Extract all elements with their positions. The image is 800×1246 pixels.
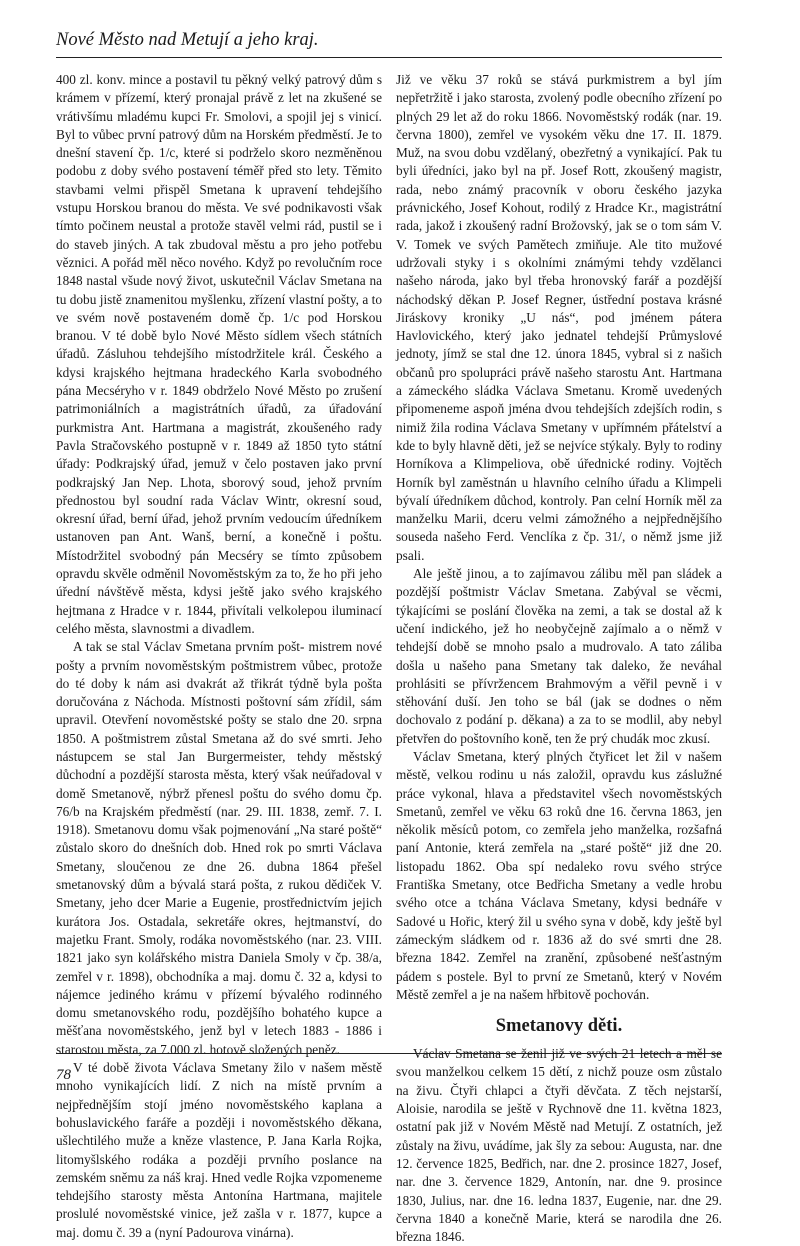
paragraph: Již ve věku 37 roků se stává purkmistrem a byl jím nepřetržitě i jako starosta, zvolený podle obecního zřízení po plných 29 let až do roku 1866. Novoměstský rodák (nar. 19. června 1800), zemřel ve vysokém věku dne 17. II. 1879. Muž, na svou dobu vzdělaný, obezřetný a vynikající. Pak tu byli úředníci, jako byl na př. Josef Rott, zkoušený magistr, rada, nebo známý pracovník v oboru českého jazyka právnického, Josef Kohout, rodilý z Hradce Kr., magistrátní rada, jakož i zkoušený radní Brožovský, jak se o tom sám V. V. Tomek ve svých Pamětech zmiňuje. Ale tito mužové udržovali styky i s okolními známými tehdy vzdělanci našeho národa, jako byl třeba hronovský farář a pozdější náchodský děkan P. Josef Regner, ústřední postava krásné Jiráskovy kroniky „U nás“, pod jménem pátera Havlovického, který jako jednatel tehdejší Průmyslové jednoty, jímž se stal dne 12. února 1845, vybral si z našich občanů pro spolupráci právě našeho starostu Ant. Hartmana a zámeckého sládka Václava Smetanu. Kromě uvedených připomeneme aspoň jména dvou tehdejších zdejších rodin, s nimiž žila rodina Václava Smetany v upřímném přátelství a kde to byly hlavně děti, jež se nejvíce stýkaly. Byly to rodiny Horníkova a Klimpeliova, obě úřednické rodiny. Vojtěch Horník byl zaměstnán u hlavního celního úřadu a Klimpeli bývalí úředníkem důchod, kontroly. Pan celní Horník měl za manželku Marii, dceru velmi zámožného a nejpřednějšího souseda našeho Ferd. Venclíka z čp. 31/, o němž jsme již psali.	[396, 72, 722, 563]
paragraph: Ale ještě jinou, a to zajímavou zálibu měl pan sládek a pozdější poštmistr Václav Smetana. Zabýval se věcmi, týkajícími se poslání člověka na zemi, a tak se dostal až k učení indického, jež ho neobyčejně zajímalo a o němž v tehdejší době se mnoho psalo a mudrovalo. A tato záliba došla u našeho pana Smetany tak daleko, že neváhal prohlásiti se přívržencem Brahmovým a věřil pevně i v stěhování duší. Jen toho se bál (jak se dodnes o něm dochovalo z podání p. děkana) a za to se modlil, aby nebyl přetvřen do poštovního koně, ten že prý chudák moc zkusí.	[396, 566, 722, 746]
running-header: Nové Město nad Metují a jeho kraj.	[56, 30, 319, 50]
section-heading: Smetanovy děti.	[495, 1016, 623, 1037]
paragraph: 400 zl. konv. mince a postavil tu pěkný velký patrový dům s krámem v přízemí, který pronajal právě z let na zkušené se vrátivšímu mladému kupci Fr. Smolovi, a spojil jej s vinicí. Byl to vůbec první patrový dům na Horském předměstí. Je to dnešní stavení čp. 1/c, které si podrželo skoro nezměněnou podobu z doby svého postavení téměř před sto lety. Těmito stavbami velmi přispěl Smetana k upravení tehdejšího vstupu Horskou branou do města. Ve své podnikavosti však tímto počinem neustal a protože stavěl velmi rád, pustil se i do staveb jiných. A tak zbudoval městu a pro jeho potřebu věznici. A pořád měl něco nového. Když po revolučním roce 1848 nastal všude nový život, uskutečnil Václav Smetana na tu dobu jistě znamenitou myšlenku, zřízení vlastní pošty, a to ve svém nově postaveném domě čp. 1/c pod Horskou branou. V té době bylo Nové Město sídlem všech státních úřadů. Zásluhou tehdejšího místodržitele král. Českého a kdysi krajského hejtmana hradeckého Karla svobodného pána Mecséryho v r. 1849 obdrželo Nové Město po zrušení patrimoniálních a magistrátních úřadů, za úřadování purkmistra Ant. Hartmana a magistrát, zkoušeného rady Pavla Stračovského postupně v r. 1849 až 1850 tyto státní úřady: Podkrajský úřad, jemuž v čelo postaven jako první podkrajský Jan Nep. Lhota, sborový soud, jehož prvním přednostou byl soudní rada Václav Wintr, okresní soud, okresní úřad, berní úřad, jehož prvním vedoucím úředníkem ustanoven pan Ant. Wanš, berní, a konečně i poštu. Místodržitel svobodný pán Mecséry se tímto způsobem opravdu skvěle odměnil Novoměstským za to, že ho při jeho úřední návštěvě města, kdysi ještě jako svého krajského hejtmana z Hradce v r. 1844, přivítali velkolepou iluminací celého města, slavnostmi a divadlem.	[56, 72, 382, 636]
right-column	[396, 71, 722, 1246]
paragraph: V té době života Václava Smetany žilo v našem městě mnoho vynikajících lidí. Z nich na místě prvním a nejpřednějším stojí jméno novoměstského kaplana a bohuslavického faráře a později i novoměstského děkana, ušlechtilého muže a kněze vlastence, P. Jana Karla Rojka, litomyšlského rodáka a později prvního poslance na zemském sněmu za náš kraj. Hned vedle Rojka vzpomeneme tehdejšího starosty města Antonína Hartmana, majitele proslulé novoměstské vinice, jež zašla v r. 1877, kupce a maj. domu č. 39 a (nyní Padourova vinárna).	[56, 1060, 382, 1240]
paragraph: Václav Smetana se ženil již ve svých 21 letech a měl se svou manželkou celkem 15 dětí, z nichž pouze osm zůstalo na živu. Čtyři chlapci a čtyři děvčata. Z těch nejstarší, Aloisie, narodila se ještě v Rychnově dne 11. května 1823, ostatní pak již v Novém Městě nad Metují. Z ostatních, jež zůstaly na živu, uvádíme, jak šly za sebou: Augusta, nar. dne 12. července 1825, Bedřich, nar. dne 2. prosince 1827, Josef, nar. dne 3. července 1829, Antonín, nar. dne 9. prosince 1830, Julius, nar. dne 16. ledna 1837, Eugenie, nar. dne 29. června 1840 a konečně Marie, která se narodila dne 26. března 1846.	[396, 1046, 722, 1245]
left-column	[56, 71, 382, 1242]
paragraph: A tak se stal Václav Smetana prvním pošt- mistrem nové pošty a prvním novoměstským poštmistrem vůbec, protože do té doby k nám asi dvakrát až třikrát týdně byla pošta doručována z Náchoda. Místnosti poštovní sám zřídil, sám upravil. Otevření novoměstské pošty se stalo dne 20. srpna 1850. A poštmistrem zůstal Smetana až do své smrti. Jeho nástupcem se stal Jan Burgermeister, tehdy městský důchodní a pozdější starosta města, který však neúřadoval v domě Smetanově, nýbrž přenesl poštu do svého domu čp. 76/b na Krajském předměstí (nar. 29. III. 1838, zemř. 7. I. 1918). Smetanovu domu však pojmenování „Na staré poště“ zůstalo skoro do dnešních dob. Hned rok po smrti Václava Smetany, sloučenou ze dne 26. dubna 1864 přešel smetanovský dům a bývalá stará pošta, z rukou dědiček V. Smetany, jeho dcer Marie a Eugenie, prostřednictvím jejich kurátora Jos. Ostadala, sekretáře okres, hejtmanství, do majetku Frant. Smoly, rodáka novoměstského (nar. 23. VIII. 1821 jako syn kolářského mistra Daniela Smoly v čp. 38/a, zemřel v r. 1898), obchodníka a maj. domu č. 32 a, kdysi to nájemce jediného krámu v přízemí bývalého rodinného domu smetanovského rodu, pozdějšího bohatého kupce a měšťana novoměstského, jenž byl v letech 1883 - 1886 i starostou města, za 7.000 zl. hotově složených peněz.	[56, 639, 382, 1057]
footer-rule	[56, 1053, 722, 1054]
paragraph: Václav Smetana, který plných čtyřicet let žil v našem městě, velkou rodinu u nás založil, opravdu kus záslužné práce vykonal, hlava a představitel všech novoměstských Smetanů, zemřel ve věku 63 roků dne 16. června 1863, jen několik měsíců potom, co zemřela jeho manželka, rozšafná paní Antonie, která zemřela na „staré poště“ již dne 20. listopadu 1862. Oba spí nedaleko rovu svého strýce Františka Smetany, otce Bedřicha Smetany a vedle hrobu svého otce a tchána Václava Smetany, kdysi bednáře v Sadové u Hořic, který žil u svého syna v době, kdy ještě byl zámeckým sládkem od r. 1836 až do své smrti dne 28. března 1842. Zemřel na zranění, způsobené nešťastným pádem s postele. Byl to první ze Smetanů, který v Novém Městě zemřel a je na našem hřbitově pochován.	[396, 748, 722, 1002]
page-number: 78	[56, 1067, 71, 1083]
header-rule	[56, 57, 722, 58]
